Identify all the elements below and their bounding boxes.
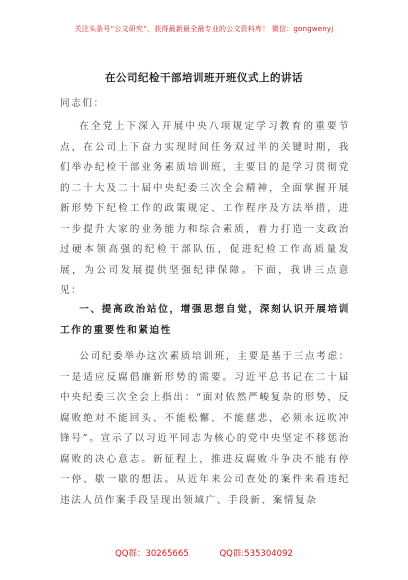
header-banner: 关注头条号“公文研究”，获得最新最全最专业的公文资料库！ 微信：gongwenyj (74, 25, 334, 33)
document-title: 在公司纪检干部培训班开班仪式上的讲话 (105, 72, 303, 84)
section-heading-1: 一、提高政治站位，增强思想自觉，深刻认识开展培训工作的重要性和紧迫性 (60, 304, 350, 336)
footer (0, 547, 408, 559)
paragraph-section-1: 公司纪委举办这次素质培训班，主要是基于三点考虑：一是适应反腐倡廉新形势的需要。习近平总书记在二十届中央纪委三次全会上指出：“面对依然严峻复杂的形势，反腐败绝对不能回头、不能松懈、不能慈悲，必须永远吹冲锋号”。宣示了以习近平同志为核心的党中央坚定不移惩治腐败的决心意志。新征程上，推进反腐败斗争决不能有停一停、歇一歇的想法。从近年来公司查处的案件来看违纪违法人员作案手段呈现出领域广、手段新、案情复杂 (60, 351, 350, 506)
greeting: 同志们： (60, 98, 105, 109)
paragraph-intro: 在全党上下深入开展中央八项规定学习教育的重要节点，在公司上下奋力实现时间任务双过半的关键时期，我们举办纪检干部业务素质培训班，主要目的是学习贯彻党的二十大及二十届中央纪委三次全会精神，全面掌握开展新形势下纪检工作的政策规定、工作程序及方法举措，进一步提升大家的业务能力和综合素质，着力打造一支政治过硬本领高强的纪检干部队伍，促进纪检工作高质量发展，为公司发展提供坚强纪律保障。下面，我讲三点意见： (60, 121, 350, 296)
footer-qq-group-1: QQ群：30265665 (115, 549, 189, 559)
footer-qq-group-2: QQ群:535304092 (219, 549, 293, 559)
